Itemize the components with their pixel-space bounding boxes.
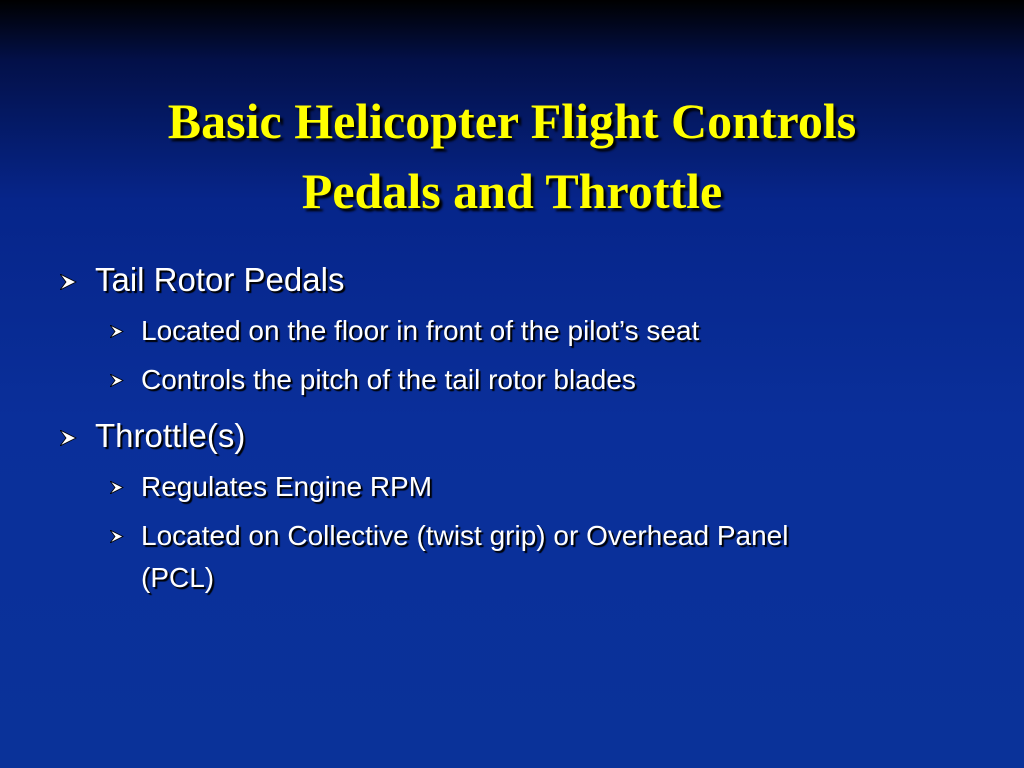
sub-bullet-label: Regulates Engine RPM — [141, 471, 433, 502]
bullet-label: Throttle(s) — [95, 417, 246, 454]
sub-bullet-label: (PCL) — [141, 562, 215, 593]
bullet-label: Tail Rotor Pedals — [95, 261, 345, 298]
sub-bullet-label: Located on the floor in front of the pilot’s seat — [141, 315, 700, 346]
sub-bullet-label: Controls the pitch of the tail rotor blades — [141, 364, 636, 395]
sub-bullet-label: Located on Collective (twist grip) or Overhead Panel — [141, 520, 789, 551]
title-line-2: Pedals and Throttle — [301, 163, 723, 219]
title-line-1: Basic Helicopter Flight Controls — [167, 93, 857, 149]
